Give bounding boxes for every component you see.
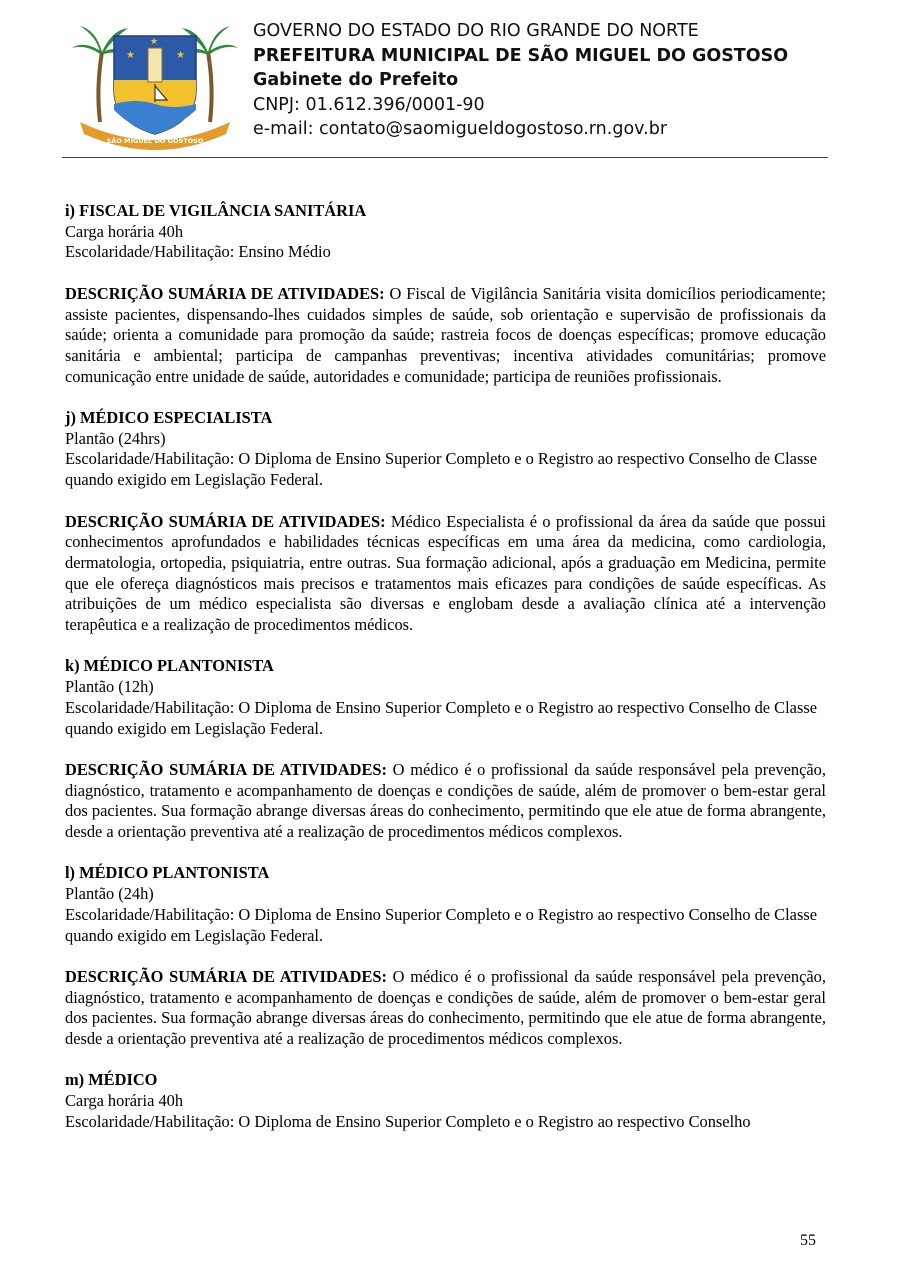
workload-line: Carga horária 40h [65,221,184,241]
job-section-m [65,1070,826,1132]
qualification-line: Escolaridade/Habilitação: O Diploma de Ensino Superior Completo e o Registro ao respectivo Conselho de Classe quando exigido em Legislação Federal. [65,904,817,945]
municipal-coat-of-arms-logo [66,18,244,152]
job-section-l [65,863,826,946]
letterhead [62,14,828,154]
logo-ribbon-text: SÃO MIGUEL DO GOSTOSO [106,137,204,145]
svg-text:★: ★ [176,50,185,61]
office-line: Gabinete do Prefeito [253,70,459,90]
document-body [65,201,826,1153]
job-description-j [65,512,826,636]
description-label: DESCRIÇÃO SUMÁRIA DE ATIVIDADES: [65,283,385,303]
qualification-line: Escolaridade/Habilitação: O Diploma de Ensino Superior Completo e o Registro ao respectivo Conselho de Classe quando exigido em Legislação Federal. [65,449,817,490]
qualification-line: Escolaridade/Habilitação: O Diploma de Ensino Superior Completo e o Registro ao respectivo Conselho [65,1111,751,1131]
svg-text:★: ★ [126,50,135,61]
job-description-k [65,760,826,843]
description-text: O médico é o profissional da saúde responsável pela prevenção, diagnóstico, tratamento e acompanhamento de doenças e condições de saúde, além de promover o bem-estar geral dos pacientes. Sua formação abrange diversas áreas do conhecimento, permitindo que ele atue de forma abrangente, desde a orientação preventiva até a realização de procedimentos médicos complexos. [65,759,826,842]
job-description-i [65,284,826,388]
email-line: e-mail: contato@saomigueldogostoso.rn.gov.br [253,119,668,139]
description-label: DESCRIÇÃO SUMÁRIA DE ATIVIDADES: [65,759,387,779]
job-title: i) FISCAL DE VIGILÂNCIA SANITÁRIA [65,201,367,220]
qualification-line: Escolaridade/Habilitação: O Diploma de Ensino Superior Completo e o Registro ao respectivo Conselho de Classe quando exigido em Legislação Federal. [65,697,817,738]
municipality-line: PREFEITURA MUNICIPAL DE SÃO MIGUEL DO GOSTOSO [253,45,789,66]
job-description-l [65,967,826,1050]
job-section-k [65,656,826,739]
description-label: DESCRIÇÃO SUMÁRIA DE ATIVIDADES: [65,966,387,986]
page-number: 55 [800,1232,816,1249]
description-label: DESCRIÇÃO SUMÁRIA DE ATIVIDADES: [65,511,386,531]
shield [114,36,196,134]
job-title: l) MÉDICO PLANTONISTA [65,863,270,883]
job-title: k) MÉDICO PLANTONISTA [65,656,274,676]
description-text: Médico Especialista é o profissional da área da saúde que possui conhecimentos aprofundados e habilidades técnicas específicas em uma área da medicina, como cardiologia, dermatologia, ortopedia, psiquiatria, entre outras. Sua formação adicional, após a graduação em Medicina, permite que ele ofereça diagnósticos mais precisos e tratamentos mais eficazes para condições de saúde específicas. As atribuições de um médico especialista são diversas e englobam desde a avaliação clínica até a intervenção terapêutica e a realização de procedimentos médicos. [65,511,826,635]
header-divider [62,157,828,158]
workload-line: Plantão (12h) [65,677,154,697]
letterhead-text [253,19,788,142]
job-title: m) MÉDICO [65,1070,158,1090]
state-government-line: GOVERNO DO ESTADO DO RIO GRANDE DO NORTE [253,21,699,41]
job-section-i [65,201,826,263]
job-title: j) MÉDICO ESPECIALISTA [65,408,273,427]
workload-line: Plantão (24hrs) [65,428,166,448]
cnpj-line: CNPJ: 01.612.396/0001-90 [253,94,485,115]
workload-line: Carga horária 40h [65,1091,184,1111]
job-section-j [65,408,826,491]
workload-line: Plantão (24h) [65,884,154,904]
svg-text:★: ★ [150,37,159,47]
description-text: O Fiscal de Vigilância Sanitária visita domicílios periodicamente; assiste pacientes, dispensando-lhes cuidados simples de saúde, sob orientação e supervisão de profissionais da saúde; orienta a comunidade para promoção da saúde; rastreia focos de doenças específicas; promove educação sanitária e ambiental; participa de campanhas preventivas; incentiva atividades comunitárias; promove comunicação entre unidade de saúde, autoridades e comunidade; participa de reuniões profissionais. [65,283,826,386]
qualification-line: Escolaridade/Habilitação: Ensino Médio [65,242,331,262]
description-text: O médico é o profissional da saúde responsável pela prevenção, diagnóstico, tratamento e acompanhamento de doenças e condições de saúde, além de promover o bem-estar geral dos pacientes. Sua formação abrange diversas áreas do conhecimento, permitindo que ele atue de forma abrangente, desde a orientação preventiva até a realização de procedimentos médicos complexos. [65,966,826,1049]
